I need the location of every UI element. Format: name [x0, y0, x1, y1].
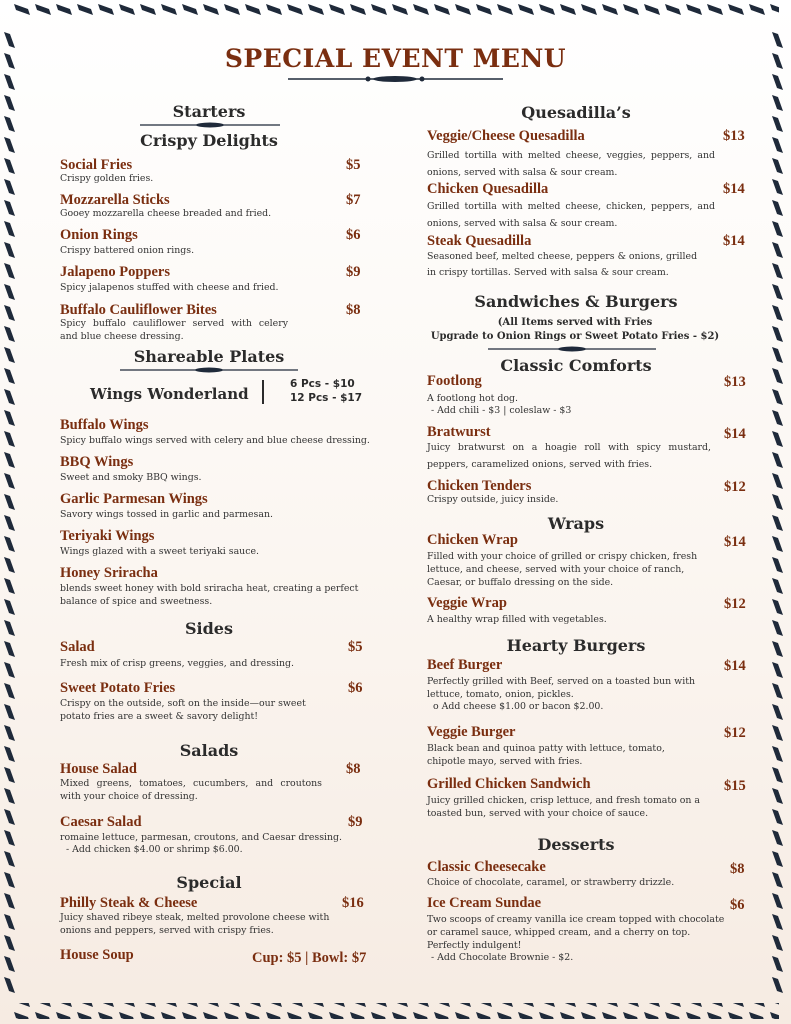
menu-item-desc: Fresh mix of crisp greens, veggies, and dressing.	[60, 658, 294, 669]
menu-item-desc: Juicy grilled chicken, crisp lettuce, and fresh tomato on a toasted bun, served with your choice of sauce.	[427, 795, 700, 819]
menu-item-name: Mozzarella Sticks	[60, 192, 170, 208]
starters-heading: Starters	[172, 102, 246, 121]
menu-item-desc: Sweet and smoky BBQ wings.	[60, 472, 202, 483]
menu-item-desc: Crispy battered onion rings.	[60, 245, 195, 256]
menu-item-name: Garlic Parmesan Wings	[60, 491, 208, 507]
hearty-burgers-heading: Hearty Burgers	[506, 636, 646, 655]
menu-item-price: $9	[348, 814, 363, 830]
wings-price-12: 12 Pcs - $17	[290, 392, 363, 404]
menu-item-price: $13	[724, 374, 746, 390]
menu-item-desc: Choice of chocolate, caramel, or strawberry drizzle.	[427, 877, 675, 888]
starters-ornament	[140, 121, 280, 129]
menu-item-desc: Crispy on the outside, soft on the inside—our sweet potato fries are a sweet & savory delight!	[60, 698, 306, 722]
menu-item-name: House Soup	[60, 947, 134, 963]
menu-item-price: $5	[346, 157, 361, 173]
menu-item-name: Veggie Wrap	[427, 595, 507, 611]
menu-item-name: Buffalo Cauliflower Bites	[60, 302, 217, 318]
menu-item-price: $13	[723, 128, 745, 144]
menu-item-price: $14	[724, 534, 746, 550]
menu-item-desc: Black bean and quinoa patty with lettuce, tomato, chipotle mayo, served with fries.	[427, 743, 665, 767]
menu-item-name: Veggie/Cheese Quesadilla	[427, 128, 585, 144]
sides-heading: Sides	[184, 619, 233, 638]
menu-item-price: $12	[724, 725, 746, 741]
shareable-plates-heading: Shareable Plates	[133, 347, 285, 366]
menu-item-desc: blends sweet honey with bold sriracha heat, creating a perfect balance of spice and sweetness.	[60, 583, 359, 607]
menu-item-name: Bratwurst	[427, 424, 491, 440]
menu-item-addon: - Add chicken $4.00 or shrimp $6.00.	[66, 844, 243, 855]
menu-item-price: $6	[346, 227, 361, 243]
menu-item-price: $14	[723, 233, 745, 249]
menu-item-name: Buffalo Wings	[60, 417, 149, 433]
menu-item-price: $8	[346, 302, 361, 318]
menu-item-name: Honey Sriracha	[60, 565, 158, 581]
menu-item-name: Onion Rings	[60, 227, 138, 243]
menu-item-addon: - Add chili - $3 | coleslaw - $3	[431, 405, 572, 416]
sandwiches-burgers-heading: Sandwiches & Burgers	[474, 292, 678, 311]
menu-item-name: Footlong	[427, 373, 482, 389]
menu-item-desc: Crispy outside, juicy inside.	[427, 494, 559, 505]
menu-item-desc: Seasoned beef, melted cheese, peppers & onions, grilled in crispy tortillas. Served with salsa & sour cream.	[427, 251, 698, 278]
menu-item-price: $9	[346, 264, 361, 280]
menu-item-price: $5	[348, 639, 363, 655]
menu-item-desc: Crispy golden fries.	[60, 173, 154, 184]
menu-item-desc: Filled with your choice of grilled or crispy chicken, fresh lettuce, and cheese, served with your choice of ranch, Caesar, or buffalo dressing on the side.	[427, 551, 698, 588]
menu-item-name: BBQ Wings	[60, 454, 134, 470]
menu-item-price: $14	[724, 426, 746, 442]
upgrade-note: Upgrade to Onion Rings or Sweet Potato Fries - $2)	[430, 331, 720, 342]
menu-item-desc: romaine lettuce, parmesan, croutons, and Caesar dressing.	[60, 832, 343, 843]
menu-item-name: Teriyaki Wings	[60, 528, 155, 544]
wraps-heading: Wraps	[547, 514, 605, 533]
menu-item-name: Caesar Salad	[60, 814, 142, 830]
menu-item-name: Jalapeno Poppers	[60, 264, 170, 280]
menu-item-desc: Mixed greens, tomatoes, cucumbers, and croutons with your choice of dressing.	[60, 778, 322, 802]
menu-item-price: $6	[730, 897, 745, 913]
fries-note: (All Items served with Fries	[497, 317, 653, 328]
menu-item-addon: o Add cheese $1.00 or bacon $2.00.	[433, 701, 604, 712]
wings-wonderland-title: Wings Wonderland	[90, 385, 249, 403]
menu-item-price: $8	[730, 861, 745, 877]
menu-item-price: $14	[724, 658, 746, 674]
quesadillas-heading: Quesadilla’s	[521, 103, 631, 122]
menu-item-price: $12	[724, 479, 746, 495]
menu-item-name: House Salad	[60, 761, 137, 777]
menu-item-name: Chicken Quesadilla	[427, 181, 549, 197]
wings-price-6: 6 Pcs - $10	[290, 378, 355, 390]
menu-item-desc: Spicy jalapenos stuffed with cheese and fried.	[60, 282, 279, 293]
menu-item-desc: Wings glazed with a sweet teriyaki sauce.	[60, 546, 259, 557]
menu-item-price: $12	[724, 596, 746, 612]
menu-item-desc: Spicy buffalo cauliflower served with celery and blue cheese dressing.	[60, 318, 288, 342]
menu-item-price: $16	[342, 895, 364, 911]
menu-item-desc: Juicy shaved ribeye steak, melted provolone cheese with onions and peppers, served with crispy fries.	[60, 912, 330, 936]
menu-item-price: $15	[724, 778, 746, 794]
menu-item-price: $6	[348, 680, 363, 696]
menu-item-desc: Grilled tortilla with melted cheese, chicken, peppers, and onions, served with salsa & sour cream.	[427, 201, 715, 229]
salads-heading: Salads	[179, 741, 239, 760]
menu-item-name: Classic Cheesecake	[427, 859, 546, 875]
shareable-ornament	[120, 366, 298, 374]
menu-item-desc: Perfectly grilled with Beef, served on a toasted bun with lettuce, tomato, onion, pickles.	[427, 676, 696, 700]
page-title: SPECIAL EVENT MENU	[224, 44, 567, 73]
menu-item-desc: Two scoops of creamy vanilla ice cream topped with chocolate or caramel sauce, whipped cream, and a cherry on top. Perfectly indulgent!	[427, 914, 725, 951]
classic-comforts-heading: Classic Comforts	[500, 356, 652, 375]
menu-item-desc: A footlong hot dog.	[427, 393, 518, 404]
menu-item-desc: Juicy bratwurst on a hoagie roll with spicy mustard, peppers, caramelized onions, served with fries.	[427, 442, 711, 470]
menu-item-addon: - Add Chocolate Brownie - $2.	[431, 952, 574, 963]
menu-item-price: $14	[723, 181, 745, 197]
menu-item-desc: Grilled tortilla with melted cheese, veggies, peppers, and onions, served with salsa & sour cream.	[427, 150, 715, 178]
menu-item-desc: Savory wings tossed in garlic and parmesan.	[60, 509, 273, 520]
menu-item-name: Salad	[60, 639, 95, 655]
menu-item-desc: Spicy buffalo wings served with celery and blue cheese dressing.	[60, 435, 370, 446]
menu-item-name: Chicken Wrap	[427, 532, 518, 548]
menu-item-price: $7	[346, 192, 361, 208]
divider	[262, 380, 264, 404]
menu-item-desc: A healthy wrap filled with vegetables.	[427, 614, 607, 625]
menu-item-name: Philly Steak & Cheese	[60, 895, 198, 911]
menu-item-name: Beef Burger	[427, 657, 503, 673]
menu-item-name: Social Fries	[60, 157, 133, 173]
menu-item-price: Cup: $5 | Bowl: $7	[252, 950, 367, 966]
menu-item-desc: Gooey mozzarella cheese breaded and fried.	[60, 208, 272, 219]
title-ornament	[288, 74, 503, 84]
special-heading: Special	[176, 873, 242, 892]
menu-item-name: Grilled Chicken Sandwich	[427, 776, 591, 792]
crispy-delights-heading: Crispy Delights	[140, 131, 278, 150]
menu-item-name: Veggie Burger	[427, 724, 516, 740]
menu-item-name: Sweet Potato Fries	[60, 680, 176, 696]
menu-item-name: Chicken Tenders	[427, 478, 532, 494]
menu-item-name: Steak Quesadilla	[427, 233, 532, 249]
sandwiches-ornament	[488, 345, 656, 353]
desserts-heading: Desserts	[537, 835, 615, 854]
menu-item-price: $8	[346, 761, 361, 777]
menu-item-name: Ice Cream Sundae	[427, 895, 542, 911]
